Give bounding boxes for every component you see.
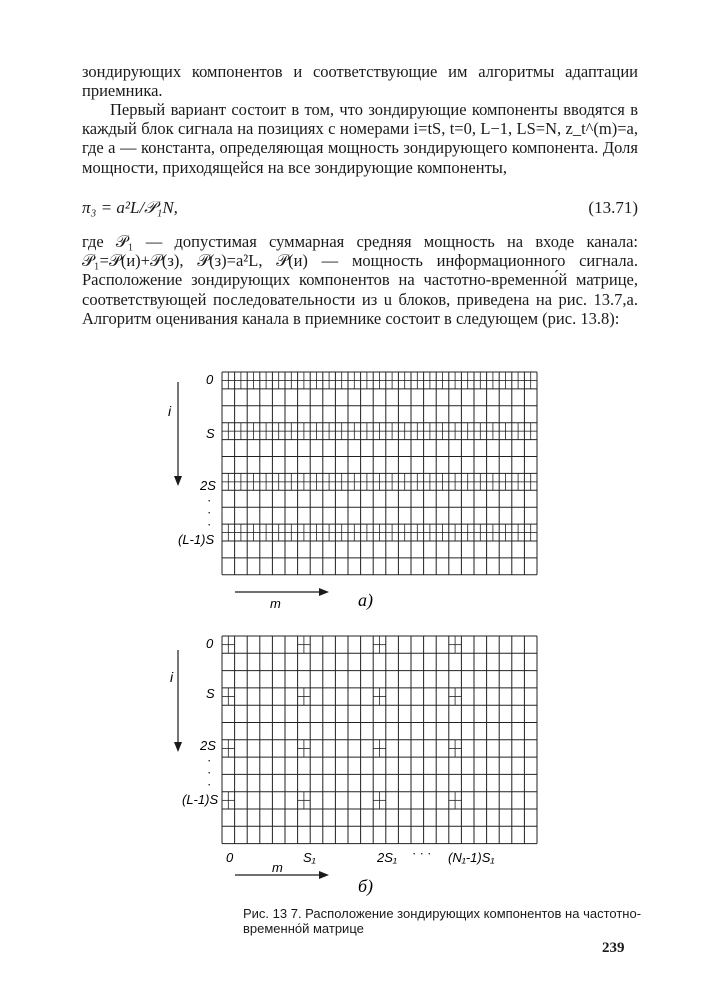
bottom-m-label: m xyxy=(272,860,283,875)
bottom-dot-3: · xyxy=(207,777,212,792)
bottom-col-ellipsis: · · · xyxy=(412,846,432,861)
bottom-dot-2: · xyxy=(207,765,212,780)
top-i-arrowhead xyxy=(174,476,182,486)
top-row-label-0: 0 xyxy=(206,372,214,387)
bottom-row-label-s: S xyxy=(206,686,215,701)
bottom-row-label-0: 0 xyxy=(206,636,214,651)
top-m-arrowhead xyxy=(319,588,329,596)
bottom-m-arrowhead xyxy=(319,871,329,879)
formula-13-71 xyxy=(82,198,638,218)
top-dot-3: · xyxy=(207,517,212,532)
top-m-label: m xyxy=(270,596,281,611)
bottom-col-label-s1: S₁ xyxy=(303,850,316,865)
figure-13-7 xyxy=(160,360,560,900)
bottom-row-label-2s: 2S xyxy=(200,738,216,753)
top-sublabel: а) xyxy=(358,590,373,610)
top-row-label-2s: 2S xyxy=(200,478,216,493)
page-number: 239 xyxy=(602,940,625,956)
top-row-label-l1s: (L-1)S xyxy=(178,532,215,547)
bottom-col-label-2s1: 2S₁ xyxy=(377,850,398,865)
bottom-col-label-0: 0 xyxy=(226,850,234,865)
figure-caption: Рис. 13 7. Расположение зондирующих компонентов на частотно-временно́й матрице xyxy=(243,906,642,936)
paragraph-2: Первый вариант состоит в том, что зондирующие компоненты вводятся в каждый блок сигнала на позициях с номерами i=tS, t=0, L−1, LS=N, z_t^(m)=a, где a — константа, определяющая мощность зондирующего компонента. Доля мощности, приходящейся на все зондирующие компоненты, xyxy=(82,100,638,177)
bottom-row-label-l1s: (L-1)S xyxy=(182,792,219,807)
top-dot-2: · xyxy=(207,505,212,520)
top-i-label: i xyxy=(168,403,172,419)
bottom-sublabel: б) xyxy=(358,876,374,896)
top-dot-1: · xyxy=(207,493,212,508)
formula-text: π₃ = a²L/𝒫₁N, xyxy=(82,198,178,217)
top-grid xyxy=(222,372,537,575)
top-panel xyxy=(168,372,537,611)
bottom-dot-1: · xyxy=(207,753,212,768)
bottom-col-label-n1s1: (N₁-1)S₁ xyxy=(448,850,495,865)
bottom-i-label: i xyxy=(170,669,174,685)
bottom-i-arrowhead xyxy=(174,742,182,752)
formula-number: (13.71) xyxy=(588,198,638,217)
paragraph-1: зондирующих компонентов и соответствующие им алгоритмы адаптации приемника. xyxy=(82,62,638,101)
paragraph-3: где 𝒫₁ — допустимая суммарная средняя мощность на входе канала: 𝒫₁=𝒫(и)+𝒫(з), 𝒫(з)=a²L, 𝒫(и) — мощность информационного сигнала. Расположение зондирующих компонентов на частотно-временно́й матрице, соответствующей последовательности из u блоков, приведена на рис. 13.7,a. Алгоритм оценивания канала в приемнике состоит в следующем (рис. 13.8): xyxy=(82,232,638,328)
top-row-label-s: S xyxy=(206,426,215,441)
bottom-panel xyxy=(170,636,537,897)
